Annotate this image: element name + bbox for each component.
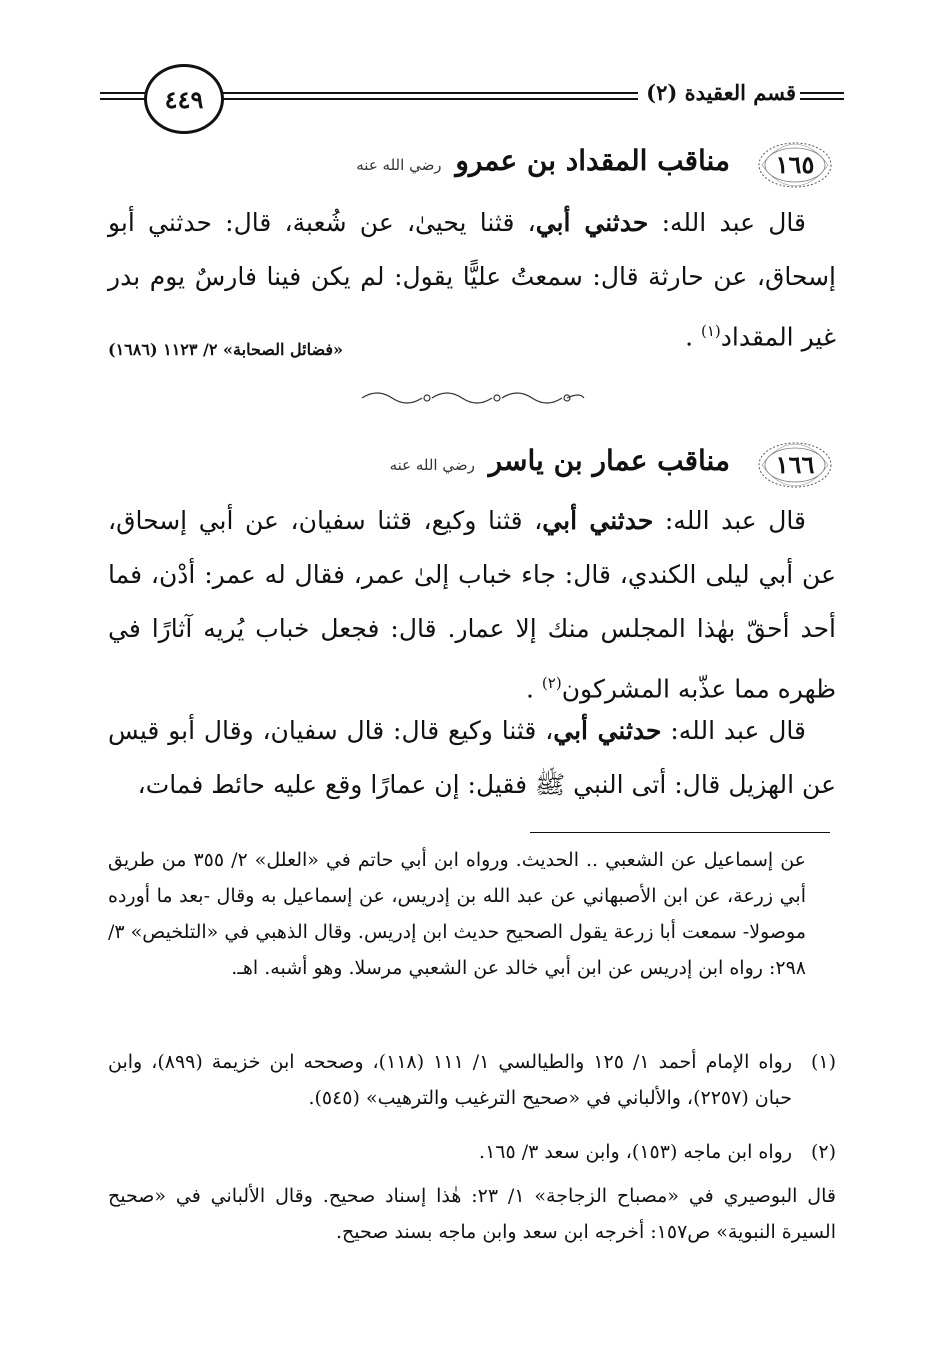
paragraph-opening: قال عبد الله:: [661, 716, 806, 745]
rosette-ornament-icon: [756, 140, 834, 190]
header-rule: [208, 98, 638, 100]
paragraph-text: ، قثنا يحيىٰ، عن شُعبة، قال: حدثني أبو إسحاق، عن حارثة قال: سمعتُ عليًّا يقول: لم يكن فينا فارسٌ يوم بدر غير المقداد: [108, 208, 836, 352]
hadith-paragraph: [108, 704, 836, 812]
footnote-separator: [530, 832, 830, 833]
footnote-ref: (١): [700, 322, 721, 340]
paragraph-text: ، قثنا وكيع قال: قال سفيان، وقال أبو قيس عن الهزيل قال: أتى النبي ﷺ فقيل: إن عمارًا وقع عليه حائط فمات،: [108, 716, 836, 799]
header-rule: [800, 92, 844, 94]
footnote-2: [108, 1134, 836, 1170]
footnote-text: رواه ابن ماجه (١٥٣)، وابن سعد ٣/ ١٦٥.: [479, 1141, 792, 1163]
section-title-text: مناقب المقداد بن عمرو: [455, 144, 730, 177]
header-rule: [800, 98, 844, 100]
paragraph-end: .: [526, 674, 542, 704]
footnote-1: [108, 1044, 836, 1116]
paragraph-bold: حدثني أبي: [553, 716, 662, 745]
header-rule: [100, 92, 150, 94]
honorific: رضي الله عنه: [389, 456, 475, 474]
section-heading-165: [234, 140, 834, 190]
header-rule: [208, 92, 638, 94]
footnote-text: عن إسماعيل عن الشعبي .. الحديث. ورواه ابن أبي حاتم في «العلل» ٢/ ٣٥٥ من طريق أبي زرعة، عن ابن الأصبهاني عن عبد الله بن إدريس، عن إسماعيل به وقال -بعد ما أورده موصولا- سمعت أبا زرعة يقول الصحيح حديث ابن إدريس. وقال الذهبي في «التلخيص» ٣/ ٢٩٨: رواه ابن إدريس عن ابن أبي خالد عن الشعبي مرسلا. وهو أشبه. اهـ.: [108, 849, 806, 979]
section-title-text: مناقب عمار بن ياسر: [488, 444, 730, 477]
footnote-continuation: [108, 842, 836, 986]
paragraph-bold: حدثني أبي: [542, 506, 654, 535]
section-title: [356, 144, 730, 177]
paragraph-bold: حدثني أبي: [535, 208, 649, 237]
paragraph-text: ، قثنا وكيع، قثنا سفيان، عن أبي إسحاق، عن أبي ليلى الكندي، قال: جاء خباب إلىٰ عمر، فقال له عمر: أدْن، فما أحد أحقّ بهٰذا المجلس منك إلا عمار. قال: فجعل خباب يُريه آثارًا في ظهره مما عذّبه المشركون: [108, 506, 836, 704]
honorific: رضي الله عنه: [356, 156, 442, 174]
paragraph-opening: قال عبد الله:: [653, 506, 807, 535]
footnote-ref: (٢): [541, 674, 562, 692]
paragraph-opening: قال عبد الله:: [648, 208, 806, 237]
divider-ornament-icon: [352, 386, 592, 410]
footnote-text: قال البوصيري في «مصباح الزجاجة» ١/ ٢٣: هٰذا إسناد صحيح. وقال الألباني في «صحيح السيرة النبوية» ص١٥٧: أخرجه ابن سعد وابن ماجه بسند صحيح.: [108, 1185, 836, 1243]
section-number: ١٦٥: [775, 150, 815, 179]
page-number: ٤٤٩: [144, 64, 224, 134]
section-title: [390, 444, 730, 477]
paragraph-end: .: [685, 322, 701, 352]
section-heading-166: [234, 440, 834, 490]
page-header: [100, 62, 844, 132]
header-rule: [100, 98, 150, 100]
footnote-marker: (١): [810, 1051, 836, 1073]
running-title: قسم العقيدة (٢): [646, 80, 796, 105]
footnote-2-note: [108, 1178, 836, 1250]
footnote-text: رواه الإمام أحمد ١/ ١٢٥ والطيالسي ١/ ١١١ (١١٨)، وصححه ابن خزيمة (٨٩٩)، وابن حبان (٢٢٥٧)، والألباني في «صحيح الترغيب والترهيب» (٥٤٥).: [108, 1051, 793, 1109]
rosette-ornament-icon: [756, 440, 834, 490]
source-reference: «فضائل الصحابة» ٢/ ١١٢٣ (١٦٨٦): [108, 340, 344, 359]
section-number: ١٦٦: [775, 450, 815, 479]
footnote-marker: (٢): [810, 1141, 836, 1163]
hadith-paragraph: [108, 494, 836, 716]
